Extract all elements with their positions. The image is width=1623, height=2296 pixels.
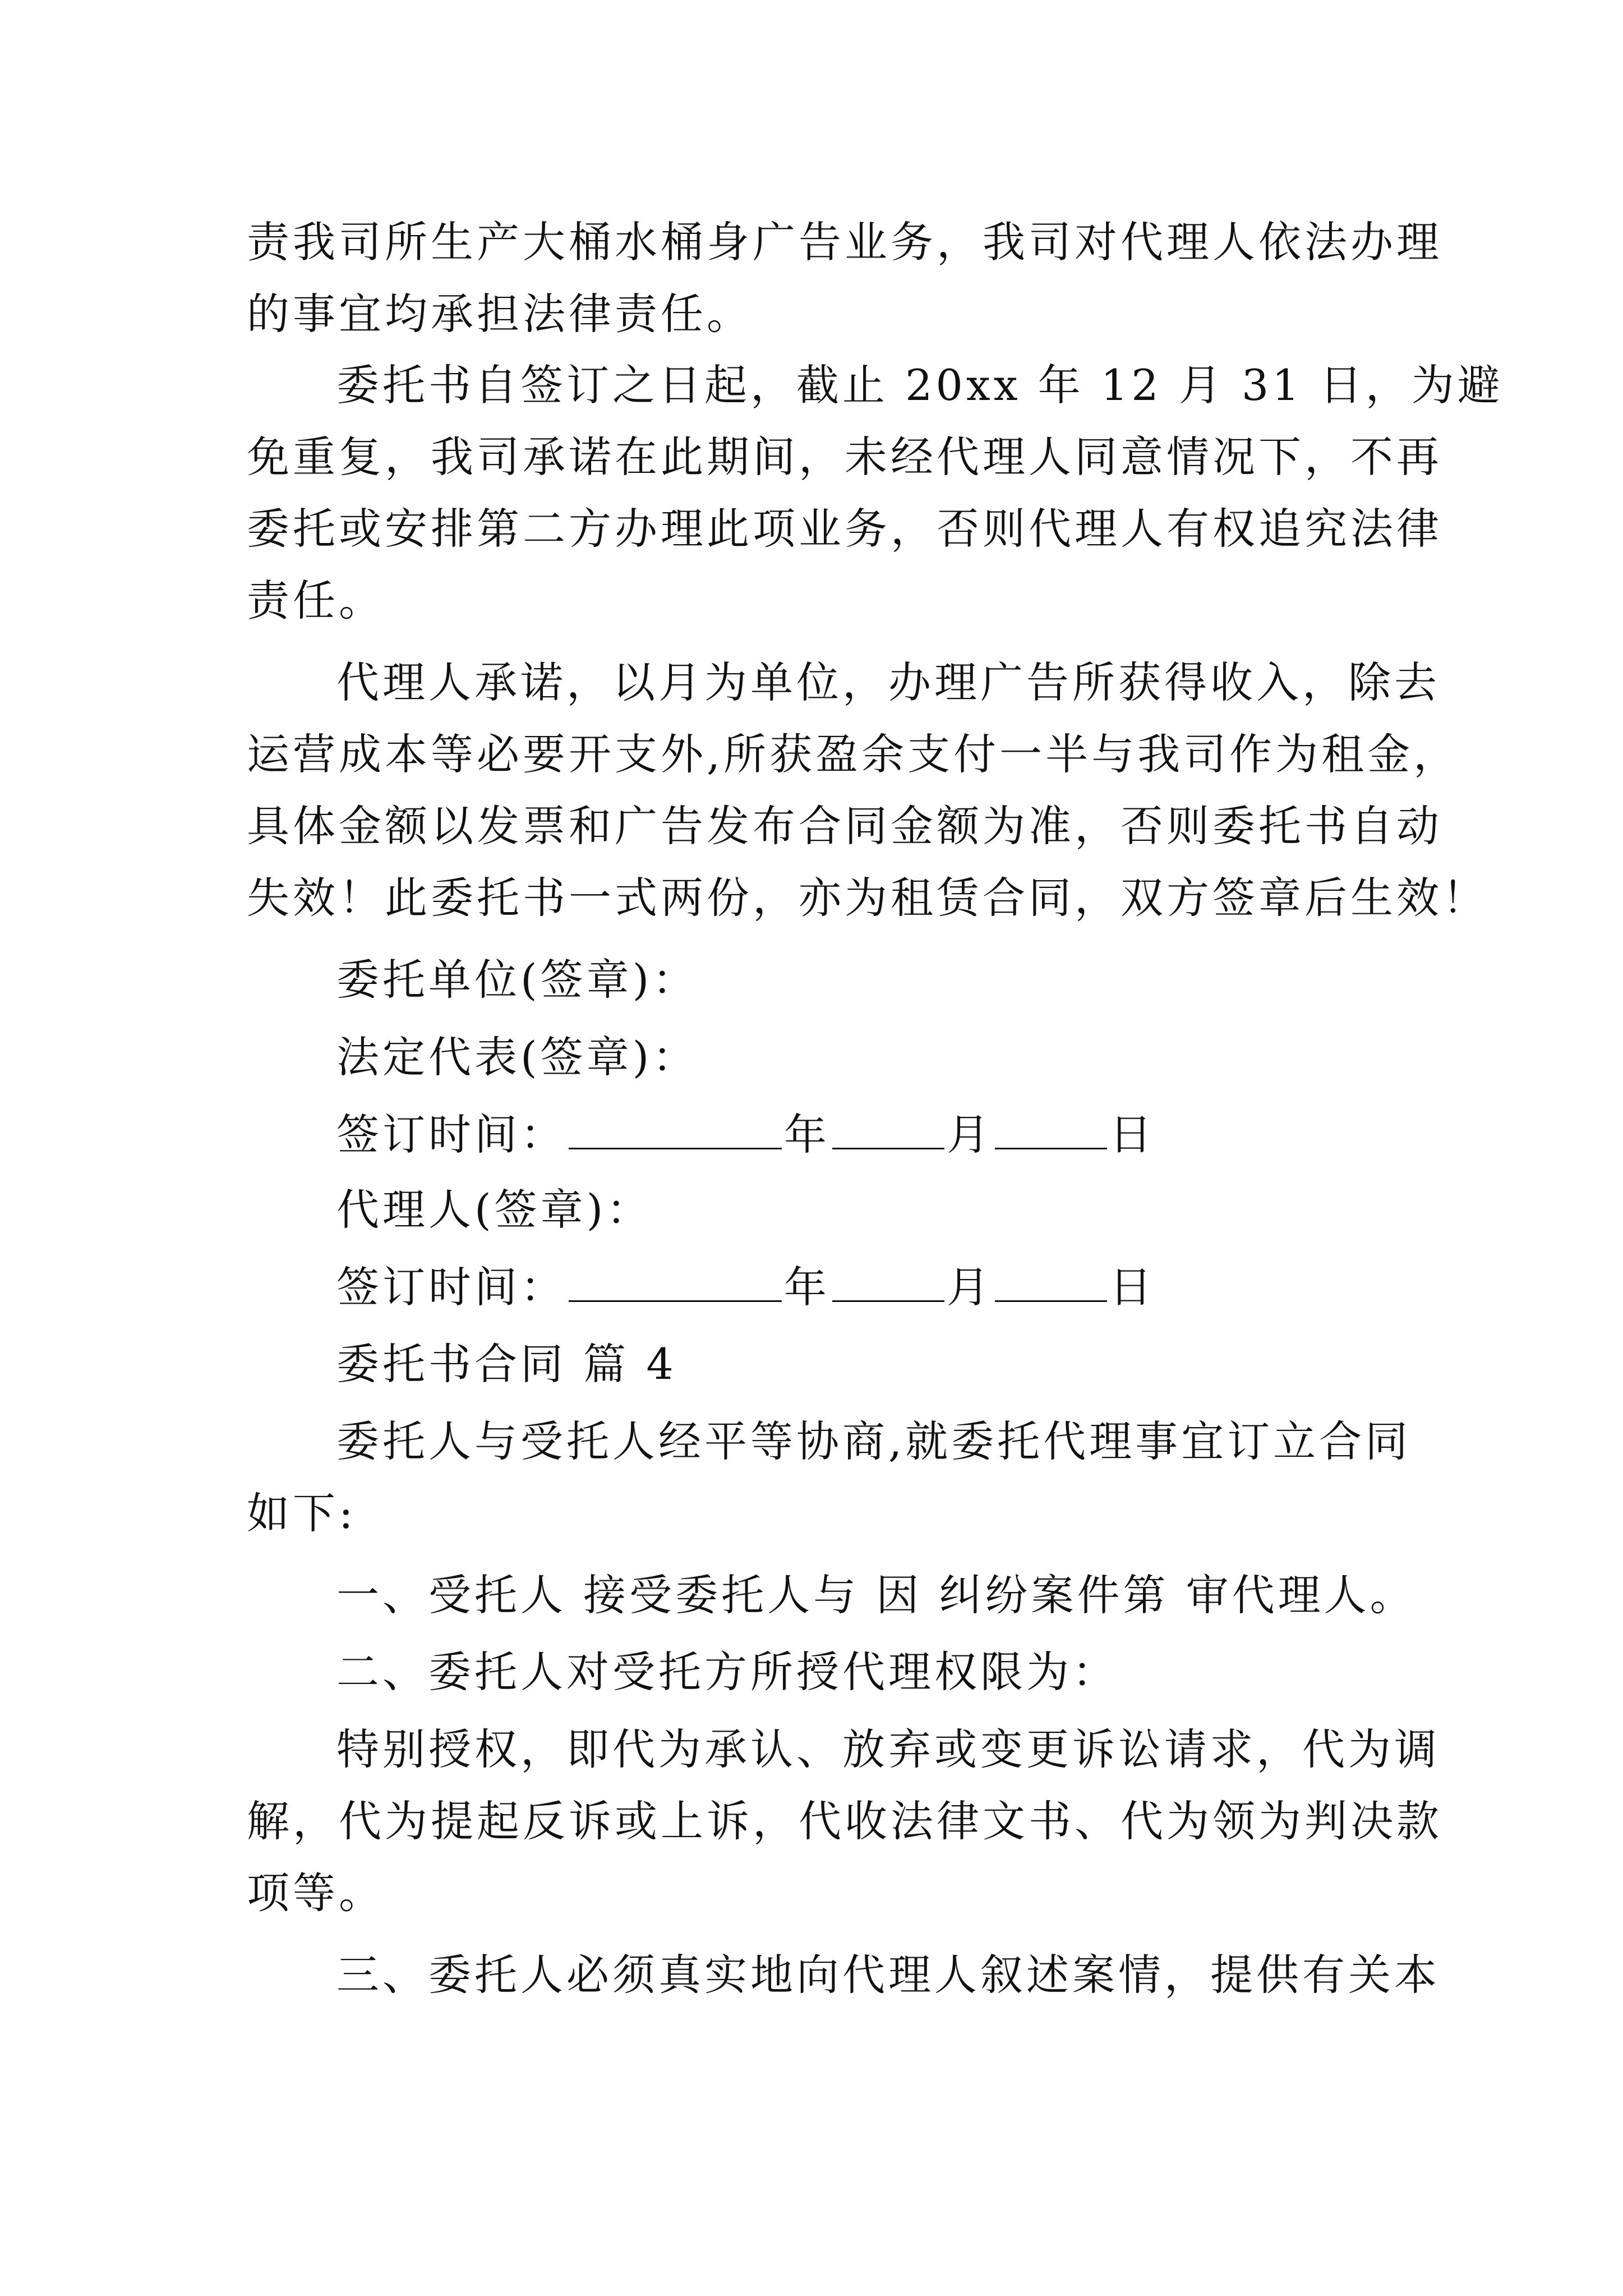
paragraph-start-line: 代理人承诺，以月为单位，办理广告所获得收入，除去 <box>336 657 1440 707</box>
body-text-line: 运营成本等必要开支外,所获盈余支付一半与我司作为租金， <box>247 729 1460 779</box>
body-text-line: 责任。 <box>247 576 385 625</box>
month-blank <box>832 1263 944 1302</box>
signature-field-entrusting-unit: 委托单位(签章)： <box>336 955 699 1005</box>
body-text-line: 具体金额以发票和广告发布合同金额为准，否则委托书自动 <box>247 801 1442 851</box>
body-text-line: 项等。 <box>247 1868 385 1918</box>
paragraph-start-line: 委托人与受托人经平等协商,就委托代理事宜订立合同 <box>336 1416 1412 1466</box>
clause-line: 三、委托人必须真实地向代理人叙述案情，提供有关本 <box>336 1950 1440 2000</box>
clause-line: 一、受托人 接受委托人与 因 纠纷案件第 审代理人。 <box>336 1570 1416 1620</box>
year-unit: 年 <box>784 1110 830 1159</box>
clause-line: 二、委托人对受托方所授代理权限为： <box>336 1647 1118 1697</box>
day-unit: 日 <box>1109 1110 1155 1159</box>
body-text-line: 解，代为提起反诉或上诉，代收法律文书、代为领为判决款 <box>247 1796 1442 1846</box>
body-text-line: 的事宜均承担法律责任。 <box>247 289 753 339</box>
day-blank <box>995 1263 1107 1302</box>
body-text-line: 委托或安排第二方办理此项业务，否则代理人有权追究法律 <box>247 504 1442 554</box>
year-blank <box>569 1111 782 1149</box>
paragraph-start-line: 特别授权，即代为承认、放弃或变更诉讼请求，代为调 <box>336 1724 1440 1774</box>
signature-field-agent: 代理人(签章)： <box>336 1185 653 1235</box>
day-blank <box>995 1111 1107 1149</box>
signing-date-line <box>336 1257 1155 1318</box>
day-unit: 日 <box>1109 1262 1155 1312</box>
year-blank <box>569 1263 782 1302</box>
signing-date-label: 签订时间： <box>336 1262 566 1312</box>
signing-date-line <box>336 1104 1155 1166</box>
body-text-line: 免重复，我司承诺在此期间，未经代理人同意情况下，不再 <box>247 432 1442 482</box>
signature-field-legal-representative: 法定代表(签章)： <box>336 1032 699 1082</box>
signing-date-label: 签订时间： <box>336 1110 566 1159</box>
section-heading: 委托书合同 篇 4 <box>336 1339 677 1389</box>
month-unit: 月 <box>947 1110 993 1159</box>
paragraph-start-line: 委托书自签订之日起，截止 20xx 年 12 月 31 日，为避 <box>336 360 1504 410</box>
body-text-line: 如下: <box>247 1488 357 1538</box>
body-text-line: 责我司所生产大桶水桶身广告业务，我司对代理人依法办理 <box>247 217 1442 267</box>
body-text-line: 失效！此委托书一式两份，亦为租赁合同，双方签章后生效！ <box>247 873 1488 923</box>
year-unit: 年 <box>784 1262 830 1312</box>
month-blank <box>832 1111 944 1149</box>
month-unit: 月 <box>947 1262 993 1312</box>
